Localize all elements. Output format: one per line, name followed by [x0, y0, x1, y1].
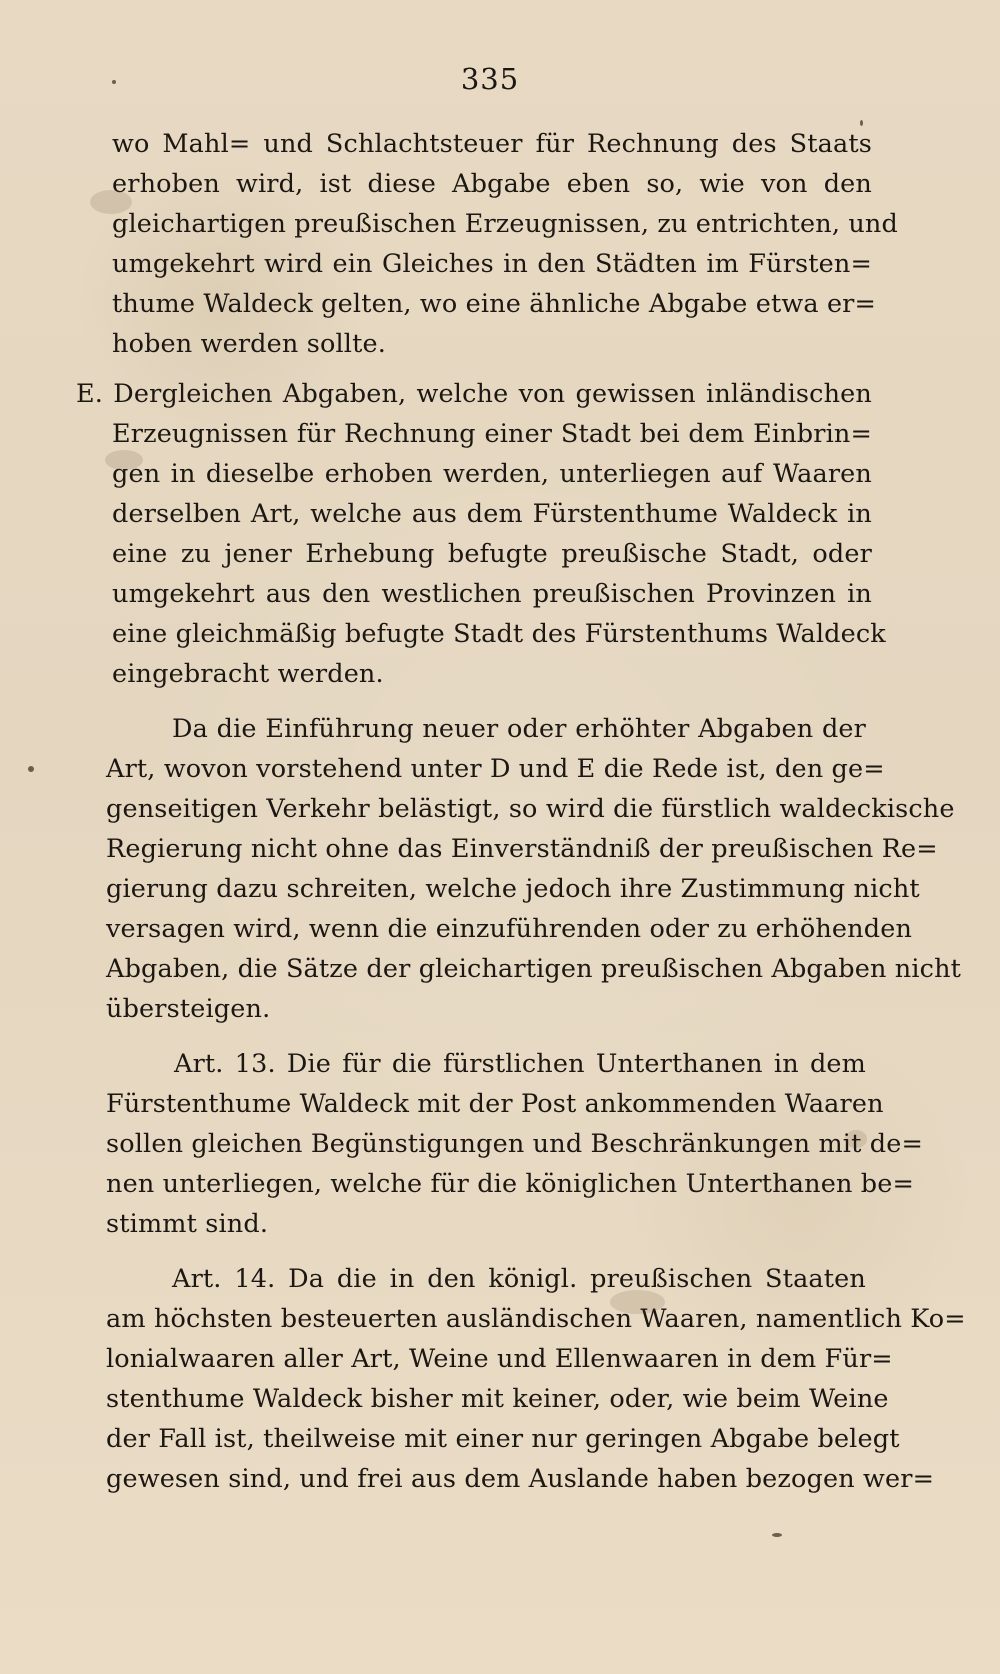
- paragraph-gap: [112, 1029, 872, 1044]
- text-line: hoben werden sollte.: [112, 329, 386, 359]
- text-line: Art, wovon vorstehend unter D und E die Rede ist, den ge=: [106, 754, 885, 784]
- text-line: umgekehrt wird ein Gleiches in den Städten im Fürsten=: [112, 249, 872, 279]
- text-line: der Fall ist, theilweise mit einer nur geringen Abgabe belegt: [106, 1424, 900, 1454]
- paper-stain: [90, 190, 132, 214]
- text-line: eingebracht werden.: [112, 659, 384, 689]
- text-line: erhoben wird, ist diese Abgabe eben so, wie von den: [112, 169, 872, 199]
- text-line: thume Waldeck gelten, wo eine ähnliche Abgabe etwa er=: [112, 289, 877, 319]
- text-line: gleichartigen preußischen Erzeugnissen, zu entrichten, und: [112, 209, 898, 239]
- text-line: E. Dergleichen Abgaben, welche von gewissen inländischen: [76, 379, 872, 409]
- text-line: sollen gleichen Begünstigungen und Beschränkungen mit de=: [106, 1129, 923, 1159]
- text-line: Art. 14. Da die in den königl. preußischen Staaten: [172, 1264, 866, 1294]
- paragraph-gap: [112, 1244, 872, 1259]
- text-line: Regierung nicht ohne das Einverständniß der preußischen Re=: [106, 834, 938, 864]
- text-line: am höchsten besteuerten ausländischen Waaren, namentlich Ko=: [106, 1304, 966, 1334]
- text-line: übersteigen.: [106, 994, 271, 1024]
- text-line: stimmt sind.: [106, 1209, 269, 1239]
- text-line: lonialwaaren aller Art, Weine und Ellenwaaren in dem Für=: [106, 1344, 893, 1374]
- text-line: gierung dazu schreiten, welche jedoch ihre Zustimmung nicht: [106, 874, 920, 904]
- text-line: umgekehrt aus den westlichen preußischen Provinzen in: [112, 579, 872, 609]
- text-line: Erzeugnissen für Rechnung einer Stadt bei dem Einbrin=: [112, 419, 872, 449]
- text-line: Art. 13. Die für die fürstlichen Unterthanen in dem: [174, 1049, 866, 1079]
- paper-speck: [28, 766, 34, 772]
- text-line: Fürstenthume Waldeck mit der Post ankommenden Waaren: [106, 1089, 884, 1119]
- paper-stain: [845, 1130, 867, 1148]
- text-line: genseitigen Verkehr belästigt, so wird die fürstlich waldeckische: [106, 794, 955, 824]
- paper-speck: [772, 1533, 782, 1537]
- paper-stain: [105, 450, 143, 470]
- text-line: nen unterliegen, welche für die königlichen Unterthanen be=: [106, 1169, 915, 1199]
- paragraph-gap: [112, 694, 872, 709]
- text-line: Da die Einführung neuer oder erhöhter Abgaben der: [172, 714, 866, 744]
- text-line: wo Mahl= und Schlachtsteuer für Rechnung des Staats: [112, 129, 872, 159]
- text-line: gewesen sind, und frei aus dem Auslande haben bezogen wer=: [106, 1464, 935, 1494]
- text-line: gen in dieselbe erhoben werden, unterliegen auf Waaren: [112, 459, 872, 489]
- paper-speck: [860, 120, 863, 126]
- text-line: stenthume Waldeck bisher mit keiner, oder, wie beim Weine: [106, 1384, 889, 1414]
- page-number: 335: [460, 62, 520, 96]
- text-line: Abgaben, die Sätze der gleichartigen preußischen Abgaben nicht: [106, 954, 962, 984]
- paragraph-gap: [112, 364, 872, 374]
- paper-speck: [112, 80, 116, 84]
- body-text: [76, 124, 966, 1499]
- text-line: eine gleichmäßig befugte Stadt des Fürstenthums Waldeck: [112, 619, 886, 649]
- text-line: eine zu jener Erhebung befugte preußische Stadt, oder: [112, 539, 872, 569]
- text-line: versagen wird, wenn die einzuführenden oder zu erhöhenden: [106, 914, 913, 944]
- paper-stain: [610, 1290, 665, 1314]
- text-line: derselben Art, welche aus dem Fürstenthume Waldeck in: [112, 499, 872, 529]
